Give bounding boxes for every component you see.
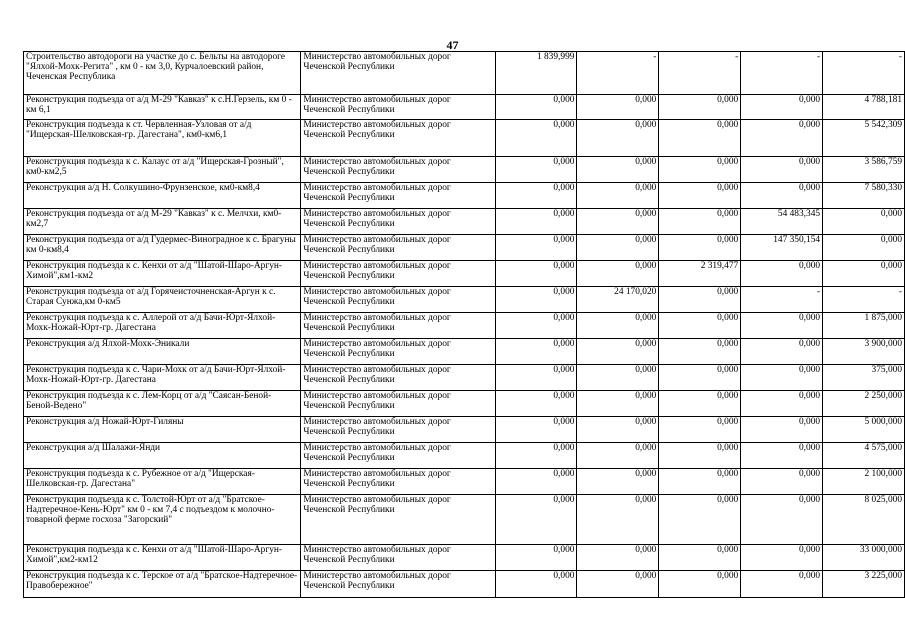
- value-cell-1: 0,000: [495, 209, 577, 235]
- table-row: [24, 52, 905, 95]
- table-row: [24, 95, 905, 120]
- value-cell-3: 0,000: [659, 571, 741, 598]
- organization-cell: Министерство автомобильных дорог Чеченской Республики: [301, 157, 495, 183]
- organization-cell: Министерство автомобильных дорог Чеченской Республики: [301, 417, 495, 443]
- organization-cell: Министерство автомобильных дорог Чеченской Республики: [301, 261, 495, 287]
- table-row: [24, 495, 905, 545]
- value-cell-3: 0,000: [659, 495, 741, 545]
- value-cell-5: 4 575,000: [823, 443, 905, 469]
- organization-cell: Министерство автомобильных дорог Чеченской Республики: [301, 95, 495, 120]
- value-cell-5: -: [823, 287, 905, 313]
- value-cell-3: 0,000: [659, 235, 741, 261]
- table-row: [24, 365, 905, 391]
- value-cell-3: 0,000: [659, 365, 741, 391]
- value-cell-2: 0,000: [577, 339, 659, 365]
- value-cell-2: -: [577, 52, 659, 95]
- value-cell-5: 33 000,000: [823, 545, 905, 571]
- value-cell-1: 0,000: [495, 545, 577, 571]
- table-row: [24, 443, 905, 469]
- organization-cell: Министерство автомобильных дорог Чеченской Республики: [301, 120, 495, 157]
- value-cell-3: 0,000: [659, 417, 741, 443]
- value-cell-3: 0,000: [659, 95, 741, 120]
- value-cell-4: 0,000: [741, 313, 823, 339]
- value-cell-3: 0,000: [659, 287, 741, 313]
- value-cell-4: 0,000: [741, 261, 823, 287]
- project-name-cell: Реконструкция подъезда от а/д Горячеисточненская-Аргун к с. Старая Сунжа,км 0-км5: [24, 287, 301, 313]
- value-cell-2: 0,000: [577, 443, 659, 469]
- value-cell-4: 0,000: [741, 495, 823, 545]
- project-name-cell: Реконструкция подъезда от а/д М-29 "Кавказ" к с. Мелчхи, км0-км2,7: [24, 209, 301, 235]
- value-cell-3: 0,000: [659, 469, 741, 495]
- table-row: [24, 545, 905, 571]
- value-cell-4: 0,000: [741, 443, 823, 469]
- value-cell-2: 0,000: [577, 183, 659, 209]
- project-name-cell: Реконструкция подъезда к с. Лем-Корц от а/д "Саясан-Беной-Беной-Ведено": [24, 391, 301, 417]
- organization-cell: Министерство автомобильных дорог Чеченской Республики: [301, 469, 495, 495]
- value-cell-4: 0,000: [741, 157, 823, 183]
- value-cell-3: 0,000: [659, 183, 741, 209]
- value-cell-5: 7 580,330: [823, 183, 905, 209]
- organization-cell: Министерство автомобильных дорог Чеченской Республики: [301, 365, 495, 391]
- organization-cell: Министерство автомобильных дорог Чеченской Республики: [301, 443, 495, 469]
- value-cell-2: 0,000: [577, 571, 659, 598]
- value-cell-5: 5 000,000: [823, 417, 905, 443]
- value-cell-5: 3 900,000: [823, 339, 905, 365]
- value-cell-1: 1 839,999: [495, 52, 577, 95]
- project-name-cell: Реконструкция подъезда к с. Чари-Мохк от а/д Бачи-Юрт-Ялхой-Мохк-Ножай-Юрт-гр. Дагестана: [24, 365, 301, 391]
- value-cell-1: 0,000: [495, 120, 577, 157]
- organization-cell: Министерство автомобильных дорог Чеченской Республики: [301, 183, 495, 209]
- organization-cell: Министерство автомобильных дорог Чеченской Республики: [301, 339, 495, 365]
- organization-cell: Министерство автомобильных дорог Чеченской Республики: [301, 287, 495, 313]
- value-cell-4: 0,000: [741, 95, 823, 120]
- value-cell-4: -: [741, 287, 823, 313]
- value-cell-4: 0,000: [741, 469, 823, 495]
- project-name-cell: Реконструкция подъезда к с. Кенхи от а/д "Шатой-Шаро-Аргун-Химой",км2-км12: [24, 545, 301, 571]
- table-row: [24, 287, 905, 313]
- organization-cell: Министерство автомобильных дорог Чеченской Республики: [301, 495, 495, 545]
- value-cell-5: 5 542,309: [823, 120, 905, 157]
- value-cell-4: 0,000: [741, 545, 823, 571]
- value-cell-2: 0,000: [577, 95, 659, 120]
- program-table: [23, 51, 905, 598]
- value-cell-1: 0,000: [495, 157, 577, 183]
- value-cell-4: 0,000: [741, 391, 823, 417]
- value-cell-5: 1 875,000: [823, 313, 905, 339]
- value-cell-1: 0,000: [495, 339, 577, 365]
- table-row: [24, 120, 905, 157]
- table-row: [24, 209, 905, 235]
- project-name-cell: Реконструкция подъезда к с. Рубежное от а/д "Ищерская-Шелковская-гр. Дагестана": [24, 469, 301, 495]
- value-cell-3: 0,000: [659, 443, 741, 469]
- value-cell-2: 0,000: [577, 261, 659, 287]
- value-cell-4: 54 483,345: [741, 209, 823, 235]
- value-cell-2: 0,000: [577, 365, 659, 391]
- organization-cell: Министерство автомобильных дорог Чеченской Республики: [301, 391, 495, 417]
- value-cell-1: 0,000: [495, 261, 577, 287]
- value-cell-3: 2 319,477: [659, 261, 741, 287]
- value-cell-1: 0,000: [495, 571, 577, 598]
- value-cell-3: 0,000: [659, 391, 741, 417]
- value-cell-1: 0,000: [495, 443, 577, 469]
- value-cell-1: 0,000: [495, 495, 577, 545]
- table-row: [24, 339, 905, 365]
- value-cell-2: 0,000: [577, 495, 659, 545]
- organization-cell: Министерство автомобильных дорог Чеченской Республики: [301, 52, 495, 95]
- value-cell-5: 2 250,000: [823, 391, 905, 417]
- value-cell-5: 375,000: [823, 365, 905, 391]
- value-cell-2: 24 170,020: [577, 287, 659, 313]
- value-cell-1: 0,000: [495, 287, 577, 313]
- project-name-cell: Реконструкция а/д Ножай-Юрт-Гиляны: [24, 417, 301, 443]
- value-cell-3: 0,000: [659, 157, 741, 183]
- value-cell-2: 0,000: [577, 469, 659, 495]
- project-name-cell: Реконструкция подъезда к с. Калаус от а/д "Ищерская-Грозный", км0-км2,5: [24, 157, 301, 183]
- table-row: [24, 313, 905, 339]
- organization-cell: Министерство автомобильных дорог Чеченской Республики: [301, 235, 495, 261]
- project-name-cell: Реконструкция а/д Шалажи-Янди: [24, 443, 301, 469]
- value-cell-1: 0,000: [495, 95, 577, 120]
- value-cell-4: 0,000: [741, 417, 823, 443]
- value-cell-5: 8 025,000: [823, 495, 905, 545]
- value-cell-2: 0,000: [577, 417, 659, 443]
- value-cell-2: 0,000: [577, 209, 659, 235]
- value-cell-4: 147 350,154: [741, 235, 823, 261]
- value-cell-5: 4 788,181: [823, 95, 905, 120]
- value-cell-5: 0,000: [823, 209, 905, 235]
- organization-cell: Министерство автомобильных дорог Чеченской Республики: [301, 209, 495, 235]
- table-row: [24, 391, 905, 417]
- value-cell-2: 0,000: [577, 157, 659, 183]
- value-cell-5: 3 586,759: [823, 157, 905, 183]
- value-cell-5: 0,000: [823, 235, 905, 261]
- value-cell-4: 0,000: [741, 120, 823, 157]
- value-cell-1: 0,000: [495, 365, 577, 391]
- value-cell-3: 0,000: [659, 120, 741, 157]
- value-cell-5: -: [823, 52, 905, 95]
- value-cell-1: 0,000: [495, 235, 577, 261]
- value-cell-2: 0,000: [577, 391, 659, 417]
- page-number: 47: [446, 38, 459, 52]
- table-row: [24, 261, 905, 287]
- value-cell-5: 3 225,000: [823, 571, 905, 598]
- table-row: [24, 571, 905, 598]
- project-name-cell: Реконструкция подъезда к с. Толстой-Юрт от а/д "Братское-Надтеречное-Кень-Юрт" км 0 - км 7,4 с подъездом к молочно-товарной ферме госхоза "Загорский": [24, 495, 301, 545]
- value-cell-1: 0,000: [495, 183, 577, 209]
- table-row: [24, 183, 905, 209]
- table-row: [24, 469, 905, 495]
- value-cell-3: 0,000: [659, 209, 741, 235]
- value-cell-4: 0,000: [741, 183, 823, 209]
- project-name-cell: Реконструкция подъезда от а/д М-29 "Кавказ" к с.Н.Герзель, км 0 - км 6,1: [24, 95, 301, 120]
- project-name-cell: Реконструкция а/д Н. Солкушино-Фрунзенское, км0-км8,4: [24, 183, 301, 209]
- project-name-cell: Реконструкция подъезда от а/д Гудермес-Виноградное к с. Брагуны км 0-км8,4: [24, 235, 301, 261]
- value-cell-1: 0,000: [495, 469, 577, 495]
- project-name-cell: Реконструкция подъезда к ст. Червленная-Узловая от а/д "Ищерская-Шелковская-гр. Дагестана", км0-км6,1: [24, 120, 301, 157]
- value-cell-5: 0,000: [823, 261, 905, 287]
- project-name-cell: Реконструкция подъезда к с. Аллерой от а/д Бачи-Юрт-Ялхой-Мохк-Ножай-Юрт-гр. Дагестана: [24, 313, 301, 339]
- organization-cell: Министерство автомобильных дорог Чеченской Республики: [301, 571, 495, 598]
- value-cell-1: 0,000: [495, 313, 577, 339]
- project-name-cell: Строительство автодороги на участке до с. Бельты на автодороге "Ялхой-Мохк-Регита" , км 0 - км 3,0, Курчалоевский район, Чеченская Республика: [24, 52, 301, 95]
- value-cell-5: 2 100,000: [823, 469, 905, 495]
- value-cell-3: 0,000: [659, 339, 741, 365]
- organization-cell: Министерство автомобильных дорог Чеченской Республики: [301, 313, 495, 339]
- table-row: [24, 235, 905, 261]
- organization-cell: Министерство автомобильных дорог Чеченской Республики: [301, 545, 495, 571]
- table-row: [24, 417, 905, 443]
- project-name-cell: Реконструкция а/д Ялхой-Мохк-Эникали: [24, 339, 301, 365]
- value-cell-3: 0,000: [659, 545, 741, 571]
- value-cell-4: 0,000: [741, 339, 823, 365]
- value-cell-1: 0,000: [495, 391, 577, 417]
- value-cell-3: 0,000: [659, 313, 741, 339]
- value-cell-4: 0,000: [741, 365, 823, 391]
- value-cell-4: 0,000: [741, 571, 823, 598]
- project-name-cell: Реконструкция подъезда к с. Кенхи от а/д "Шатой-Шаро-Аргун-Химой",км1-км2: [24, 261, 301, 287]
- value-cell-2: 0,000: [577, 120, 659, 157]
- value-cell-3: -: [659, 52, 741, 95]
- value-cell-2: 0,000: [577, 545, 659, 571]
- value-cell-4: -: [741, 52, 823, 95]
- project-name-cell: Реконструкция подъезда к с. Терское от а/д "Братское-Надтеречное-Правобережное": [24, 571, 301, 598]
- table-row: [24, 157, 905, 183]
- value-cell-2: 0,000: [577, 313, 659, 339]
- value-cell-2: 0,000: [577, 235, 659, 261]
- value-cell-1: 0,000: [495, 417, 577, 443]
